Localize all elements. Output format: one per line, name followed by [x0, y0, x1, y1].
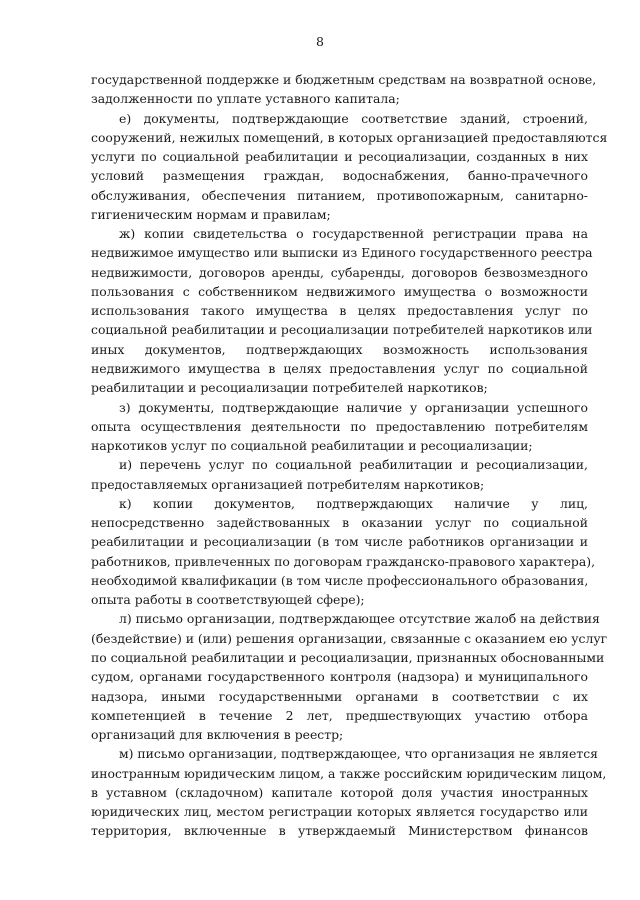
text-line: сооружений, нежилых помещений, в которых организацией предоставляются	[91, 129, 608, 145]
text-line: использования такого имущества в целях предоставления услуг по	[91, 303, 588, 319]
text-line: з) документы, подтверждающие наличие у организации успешного	[119, 399, 588, 415]
text-line: работников, привлеченных по договорам гражданско-правового характера),	[91, 553, 596, 569]
text-line: необходимой квалификации (в том числе профессионального образования,	[91, 572, 589, 588]
text-line: к) копии документов, подтверждающих наличие у лиц,	[119, 495, 588, 511]
text-line: территория, включенные в утверждаемый Министерством финансов	[91, 823, 588, 839]
text-line: недвижимости, договоров аренды, субаренды, договоров безвозмездного	[91, 264, 588, 280]
text-line: недвижимого имущества в целях предоставления услуг по социальной	[91, 360, 588, 376]
page-number: 8	[316, 34, 324, 49]
text-line: л) письмо организации, подтверждающее отсутствие жалоб на действия	[119, 611, 600, 627]
text-line: условий размещения граждан, водоснабжения, банно-прачечного	[91, 168, 588, 184]
text-line: юридических лиц, местом регистрации которых является государство или	[91, 804, 588, 820]
text-line: компетенцией в течение 2 лет, предшествующих участию отбора	[91, 707, 588, 723]
text-line: непосредственно задействованных в оказании услуг по социальной	[91, 515, 588, 531]
text-line: услуги по социальной реабилитации и ресоциализации, созданных в них	[91, 149, 588, 165]
text-line: надзора, иными государственными органами в соответствии с их	[91, 688, 588, 704]
text-line: гигиеническим нормам и правилам;	[91, 206, 331, 222]
text-line: и) перечень услуг по социальной реабилитации и ресоциализации,	[119, 457, 588, 473]
text-line: задолженности по уплате уставного капитала;	[91, 91, 400, 107]
text-line: обслуживания, обеспечения питанием, противопожарным, санитарно-	[91, 187, 588, 203]
document-body	[91, 70, 608, 841]
text-line: опыта работы в соответствующей сфере);	[91, 592, 365, 608]
text-line: недвижимое имущество или выписки из Единого государственного реестра	[91, 245, 593, 261]
text-line: в уставном (складочном) капитале которой доля участия иностранных	[91, 784, 588, 800]
text-line: (бездействие) и (или) решения организации, связанные с оказанием ею услуг	[91, 630, 608, 646]
text-line: пользования с собственником недвижимого имущества о возможности	[91, 283, 588, 299]
text-line: по социальной реабилитации и ресоциализации, признанных обоснованными	[91, 649, 605, 665]
text-line: государственной поддержке и бюджетным средствам на возвратной основе,	[91, 72, 597, 87]
text-line: реабилитации и ресоциализации потребителей наркотиков;	[91, 380, 488, 396]
text-line: предоставляемых организацией потребителям наркотиков;	[91, 476, 485, 492]
text-line: иных документов, подтверждающих возможность использования	[91, 341, 588, 357]
text-line: наркотиков услуг по социальной реабилитации и ресоциализации;	[91, 438, 533, 454]
text-line: е) документы, подтверждающие соответствие зданий, строений,	[119, 110, 588, 126]
text-line: организаций для включения в реестр;	[91, 727, 344, 743]
text-line: м) письмо организации, подтверждающее, что организация не является	[119, 746, 598, 762]
text-line: судом, органами государственного контроля (надзора) и муниципального	[91, 669, 588, 685]
text-line: иностранным юридическим лицом, а также российским юридическим лицом,	[91, 765, 607, 781]
text-line: реабилитации и ресоциализации (в том числе работников организации и	[91, 534, 588, 550]
text-line: ж) копии свидетельства о государственной регистрации права на	[119, 226, 588, 242]
text-line: опыта осуществления деятельности по предоставлению потребителям	[91, 418, 588, 434]
text-line: социальной реабилитации и ресоциализации потребителей наркотиков или	[91, 322, 593, 338]
